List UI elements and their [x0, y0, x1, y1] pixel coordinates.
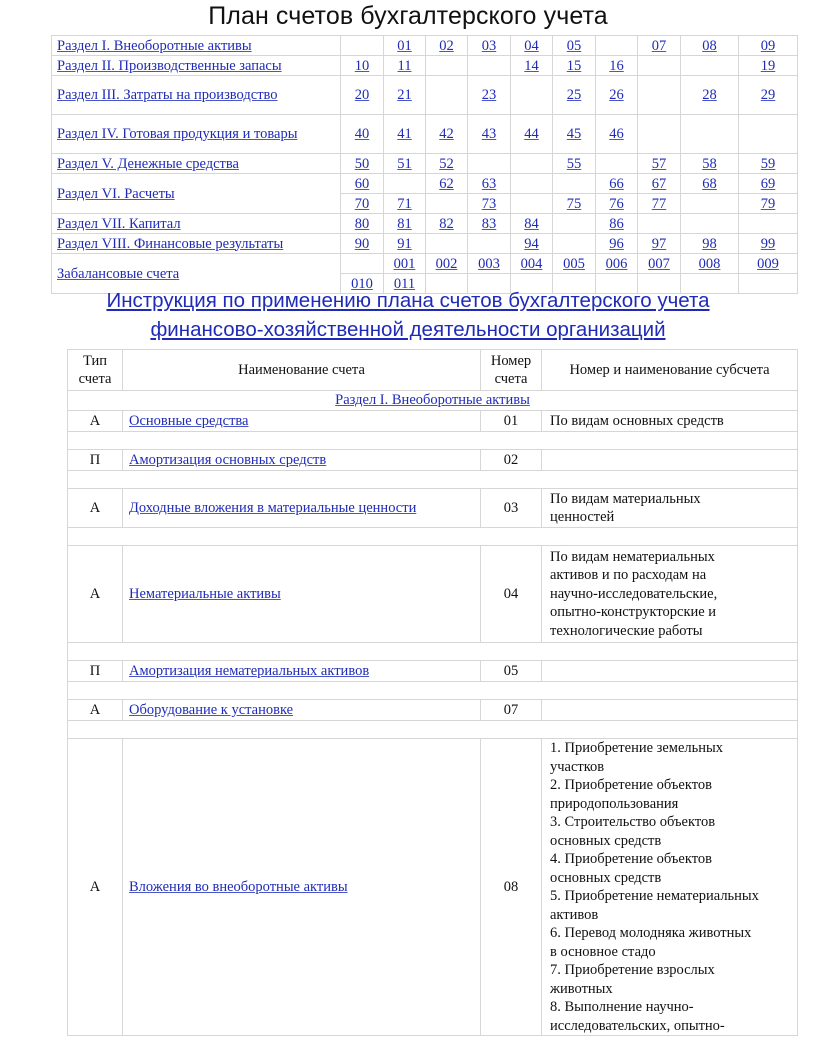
account-number-cell [511, 254, 553, 274]
account-link-80[interactable]: 80 [354, 215, 370, 232]
account-number-cell [739, 174, 798, 194]
account-number-cell [511, 234, 553, 254]
account-number-cell [426, 214, 468, 234]
plan-row [52, 56, 798, 76]
account-number-cell [596, 115, 638, 154]
account-row [68, 700, 798, 721]
spacer-row [68, 721, 798, 739]
account-number-cell [596, 56, 638, 76]
account-link-94[interactable]: 94 [524, 235, 539, 252]
instructions-heading-line1[interactable]: Инструкция по применению плана счетов бухгалтерского учета [106, 289, 710, 312]
account-link-44[interactable]: 44 [524, 126, 539, 142]
account-link-01[interactable]: 01 [397, 37, 412, 54]
account-number-cell [638, 174, 681, 194]
account-type: А [68, 411, 123, 432]
page-title: План счетов бухгалтерского учета [208, 2, 608, 30]
account-number-cell [739, 194, 798, 214]
account-number-cell [596, 234, 638, 254]
section-link[interactable]: Раздел VII. Капитал [57, 215, 181, 232]
account-link-55[interactable]: 55 [566, 155, 582, 172]
account-number-cell [681, 36, 739, 56]
account-link-52[interactable]: 52 [439, 155, 454, 172]
empty-cell [638, 214, 681, 234]
account-name-link[interactable]: Вложения во внеоборотные активы [129, 878, 348, 895]
account-number-cell [468, 36, 511, 56]
account-type: А [68, 489, 123, 528]
account-number-cell [468, 115, 511, 154]
empty-cell [739, 115, 798, 154]
section-link[interactable]: Раздел I. Внеоборотные активы [57, 37, 252, 54]
account-link-75[interactable]: 75 [566, 195, 582, 212]
account-number-cell [341, 174, 384, 194]
account-link-26[interactable]: 26 [609, 87, 624, 103]
section-cell [52, 214, 341, 234]
account-link-58[interactable]: 58 [702, 155, 717, 172]
spacer-row [68, 643, 798, 661]
account-type: А [68, 700, 123, 721]
account-link-28[interactable]: 28 [702, 87, 717, 103]
account-link-76[interactable]: 76 [609, 195, 624, 212]
account-link-41[interactable]: 41 [397, 126, 412, 142]
account-number-cell [384, 234, 426, 254]
account-link-14[interactable]: 14 [524, 57, 539, 74]
account-number-cell [426, 115, 468, 154]
account-name-link[interactable]: Основные средства [129, 412, 249, 429]
plan-row [52, 36, 798, 56]
account-number-cell [468, 76, 511, 115]
account-link-011[interactable]: 011 [393, 275, 416, 292]
header-account-type: Тип счета [68, 350, 123, 391]
chart-of-accounts-table [51, 35, 798, 294]
account-link-21[interactable]: 21 [397, 87, 412, 103]
account-number-cell [681, 234, 739, 254]
account-number-cell [511, 115, 553, 154]
account-link-84[interactable]: 84 [524, 215, 539, 232]
account-link-20[interactable]: 20 [354, 87, 370, 103]
empty-cell [553, 214, 596, 234]
account-number-cell [384, 254, 426, 274]
plan-row [52, 234, 798, 254]
account-number-cell [739, 254, 798, 274]
account-number-cell [511, 56, 553, 76]
empty-cell [341, 36, 384, 56]
empty-cell [739, 214, 798, 234]
subaccount-description [542, 661, 798, 682]
account-number-cell [596, 76, 638, 115]
account-name-link[interactable]: Амортизация основных средств [129, 451, 327, 468]
account-number-cell [553, 76, 596, 115]
account-link-62[interactable]: 62 [439, 175, 454, 192]
account-number-cell [596, 254, 638, 274]
empty-cell [596, 154, 638, 174]
account-name-link[interactable]: Доходные вложения в материальные ценности [129, 499, 417, 516]
account-number: 03 [481, 489, 542, 528]
account-number-cell [341, 154, 384, 174]
section-link[interactable]: Раздел V. Денежные средства [57, 155, 239, 172]
header-account-name: Наименование счета [123, 350, 481, 391]
section-cell [52, 36, 341, 56]
section-cell [52, 154, 341, 174]
account-number-cell [341, 76, 384, 115]
account-number-cell [426, 36, 468, 56]
empty-cell [384, 174, 426, 194]
account-row [68, 489, 798, 528]
header-account-number: Номер счета [481, 350, 542, 391]
empty-cell [638, 76, 681, 115]
spacer-row [68, 682, 798, 700]
account-link-009[interactable]: 009 [757, 255, 779, 272]
account-name-link[interactable]: Амортизация нематериальных активов [129, 662, 370, 679]
account-link-77[interactable]: 77 [651, 195, 667, 212]
spacer-row [68, 528, 798, 546]
account-number-cell [739, 36, 798, 56]
account-link-29[interactable]: 29 [760, 87, 776, 103]
section-cell [52, 174, 341, 214]
account-row [68, 739, 798, 1036]
account-row [68, 661, 798, 682]
account-number-cell [384, 56, 426, 76]
account-number-cell [596, 194, 638, 214]
empty-cell [638, 56, 681, 76]
account-number-cell [739, 76, 798, 115]
empty-cell [468, 234, 511, 254]
account-name-cell [123, 700, 481, 721]
account-number-cell [384, 76, 426, 115]
section-link[interactable]: Раздел III. Затраты на производство [57, 87, 278, 103]
empty-cell [681, 194, 739, 214]
empty-cell [511, 174, 553, 194]
account-number-cell [426, 254, 468, 274]
account-number-cell [384, 154, 426, 174]
account-link-003[interactable]: 003 [478, 255, 500, 272]
account-link-11[interactable]: 11 [397, 57, 412, 74]
account-number-cell [553, 194, 596, 214]
account-link-91[interactable]: 91 [397, 235, 412, 252]
account-number-cell [341, 194, 384, 214]
subaccount-description [542, 450, 798, 471]
account-link-001[interactable]: 001 [393, 255, 416, 272]
account-link-86[interactable]: 86 [609, 215, 624, 232]
empty-cell [341, 254, 384, 274]
account-link-25[interactable]: 25 [566, 87, 582, 103]
empty-cell [553, 174, 596, 194]
account-number-cell [739, 56, 798, 76]
account-link-04[interactable]: 04 [524, 37, 539, 54]
account-link-57[interactable]: 57 [651, 155, 667, 172]
header-subaccount: Номер и наименование субсчета [542, 350, 798, 391]
empty-cell [596, 36, 638, 56]
empty-cell [638, 115, 681, 154]
section-link[interactable]: Раздел VI. Расчеты [57, 185, 175, 202]
empty-cell [681, 115, 739, 154]
account-number-cell [681, 154, 739, 174]
empty-cell [468, 154, 511, 174]
spacer-row [68, 432, 798, 450]
subaccount-description: По видам материальных ценностей [542, 489, 798, 528]
empty-cell [511, 194, 553, 214]
account-name-link[interactable]: Нематериальные активы [129, 585, 281, 602]
empty-cell [426, 234, 468, 254]
account-row [68, 546, 798, 643]
account-number-cell [739, 154, 798, 174]
account-link-83[interactable]: 83 [481, 215, 497, 232]
account-number-cell [638, 154, 681, 174]
plan-row [52, 214, 798, 234]
account-number-cell [468, 194, 511, 214]
account-link-008[interactable]: 008 [698, 255, 721, 272]
account-link-19[interactable]: 19 [760, 57, 776, 74]
account-name-cell [123, 450, 481, 471]
section-row [68, 391, 798, 411]
account-number-cell [681, 174, 739, 194]
account-name-cell [123, 546, 481, 643]
empty-cell [426, 194, 468, 214]
account-number-cell [384, 36, 426, 56]
section-cell [52, 234, 341, 254]
account-number-cell [553, 115, 596, 154]
account-number-cell [468, 174, 511, 194]
account-number-cell [468, 214, 511, 234]
subaccount-description: 1. Приобретение земельных участков 2. Приобретение объектов природопользования 3. Строительство объектов основных средств 4. Приобретение объектов основных средств 5. Приобретение нематериальных активов 6. Перевод молодняка животных в основное стадо 7. Приобретение взрослых животных 8. Выполнение научно- исследовательских, опытно- [542, 739, 798, 1036]
account-number-cell [384, 115, 426, 154]
account-link-60[interactable]: 60 [354, 175, 370, 192]
instructions-heading[interactable] [0, 286, 816, 344]
plan-row [52, 254, 798, 274]
account-link-02[interactable]: 02 [439, 37, 454, 54]
account-link-99[interactable]: 99 [760, 235, 776, 252]
plan-row [52, 154, 798, 174]
plan-row [52, 115, 798, 154]
account-number-cell [384, 194, 426, 214]
account-link-08[interactable]: 08 [702, 37, 717, 54]
account-link-69[interactable]: 69 [760, 175, 776, 192]
account-number-cell [553, 254, 596, 274]
account-number: 05 [481, 661, 542, 682]
plan-row [52, 174, 798, 194]
empty-cell [553, 234, 596, 254]
account-link-005[interactable]: 005 [563, 255, 585, 272]
account-link-10[interactable]: 10 [354, 57, 370, 74]
section-link[interactable]: Раздел I. Внеоборотные активы [335, 392, 530, 409]
instructions-heading-line2[interactable]: финансово-хозяйственной деятельности организаций [150, 318, 666, 341]
account-link-16[interactable]: 16 [609, 57, 624, 74]
account-link-42[interactable]: 42 [439, 126, 454, 142]
account-link-81[interactable]: 81 [397, 215, 412, 232]
account-link-46[interactable]: 46 [609, 126, 624, 142]
account-number-cell [426, 154, 468, 174]
account-link-43[interactable]: 43 [481, 126, 497, 142]
account-link-97[interactable]: 97 [651, 235, 667, 252]
account-link-50[interactable]: 50 [354, 155, 370, 172]
section-link[interactable]: Раздел VIII. Финансовые результаты [57, 235, 284, 252]
account-link-70[interactable]: 70 [354, 195, 370, 212]
account-number-cell [426, 174, 468, 194]
account-number-cell [638, 234, 681, 254]
account-link-90[interactable]: 90 [354, 235, 370, 252]
empty-cell [681, 214, 739, 234]
account-link-002[interactable]: 002 [435, 255, 458, 272]
account-number-cell [553, 36, 596, 56]
account-number-cell [739, 234, 798, 254]
account-link-09[interactable]: 09 [760, 37, 776, 54]
account-link-73[interactable]: 73 [481, 195, 497, 212]
account-link-03[interactable]: 03 [481, 37, 497, 54]
account-row [68, 411, 798, 432]
account-link-82[interactable]: 82 [439, 215, 454, 232]
section-link[interactable]: Раздел II. Производственные запасы [57, 57, 282, 74]
account-type: П [68, 661, 123, 682]
account-name-cell [123, 489, 481, 528]
account-number: 01 [481, 411, 542, 432]
instructions-table [67, 349, 798, 1036]
account-number-cell [638, 254, 681, 274]
account-number-cell [511, 36, 553, 56]
account-number-cell [341, 56, 384, 76]
section-cell [52, 115, 341, 154]
account-link-79[interactable]: 79 [760, 195, 776, 212]
account-link-68[interactable]: 68 [702, 175, 717, 192]
account-row [68, 450, 798, 471]
account-number-cell [638, 194, 681, 214]
account-number-cell [511, 214, 553, 234]
plan-row [52, 76, 798, 115]
account-link-45[interactable]: 45 [566, 126, 582, 142]
account-number-cell [341, 234, 384, 254]
empty-cell [511, 76, 553, 115]
account-link-63[interactable]: 63 [481, 175, 497, 192]
account-name-cell [123, 661, 481, 682]
empty-cell [681, 56, 739, 76]
account-link-006[interactable]: 006 [605, 255, 628, 272]
account-link-98[interactable]: 98 [702, 235, 717, 252]
account-number-cell [341, 214, 384, 234]
account-link-010[interactable]: 010 [351, 275, 373, 292]
section-link[interactable]: Раздел IV. Готовая продукция и товары [57, 126, 298, 142]
account-link-07[interactable]: 07 [651, 37, 667, 54]
account-number-cell [553, 154, 596, 174]
account-link-40[interactable]: 40 [354, 126, 370, 142]
account-type: А [68, 739, 123, 1036]
account-link-67[interactable]: 67 [651, 175, 667, 192]
account-number-cell [468, 254, 511, 274]
account-number-cell [341, 115, 384, 154]
account-number: 04 [481, 546, 542, 643]
account-number-cell [681, 254, 739, 274]
empty-cell [426, 56, 468, 76]
section-link[interactable]: Забалансовые счета [57, 265, 180, 282]
account-number: 08 [481, 739, 542, 1036]
account-name-link[interactable]: Оборудование к установке [129, 701, 294, 718]
spacer-row [68, 471, 798, 489]
account-link-007[interactable]: 007 [648, 255, 670, 272]
account-number: 07 [481, 700, 542, 721]
account-number-cell [638, 36, 681, 56]
account-number-cell [384, 214, 426, 234]
account-name-cell [123, 739, 481, 1036]
account-type: А [68, 546, 123, 643]
account-link-23[interactable]: 23 [481, 87, 497, 103]
subaccount-description: По видам нематериальных активов и по расходам на научно-исследовательские, опытно-конструкторские и технологические работы [542, 546, 798, 643]
account-number-cell [681, 76, 739, 115]
empty-cell [511, 154, 553, 174]
account-number-cell [553, 56, 596, 76]
account-number-cell [596, 174, 638, 194]
account-link-96[interactable]: 96 [609, 235, 624, 252]
account-link-004[interactable]: 004 [520, 255, 543, 272]
account-link-05[interactable]: 05 [566, 37, 582, 54]
empty-cell [426, 76, 468, 115]
account-name-cell [123, 411, 481, 432]
account-link-15[interactable]: 15 [566, 57, 582, 74]
account-number: 02 [481, 450, 542, 471]
account-link-71[interactable]: 71 [397, 195, 412, 212]
section-cell [52, 56, 341, 76]
account-number-cell [596, 214, 638, 234]
account-link-59[interactable]: 59 [760, 155, 776, 172]
account-type: П [68, 450, 123, 471]
section-cell [52, 76, 341, 115]
subaccount-description [542, 700, 798, 721]
account-link-51[interactable]: 51 [397, 155, 412, 172]
empty-cell [468, 56, 511, 76]
account-link-66[interactable]: 66 [609, 175, 624, 192]
subaccount-description: По видам основных средств [542, 411, 798, 432]
